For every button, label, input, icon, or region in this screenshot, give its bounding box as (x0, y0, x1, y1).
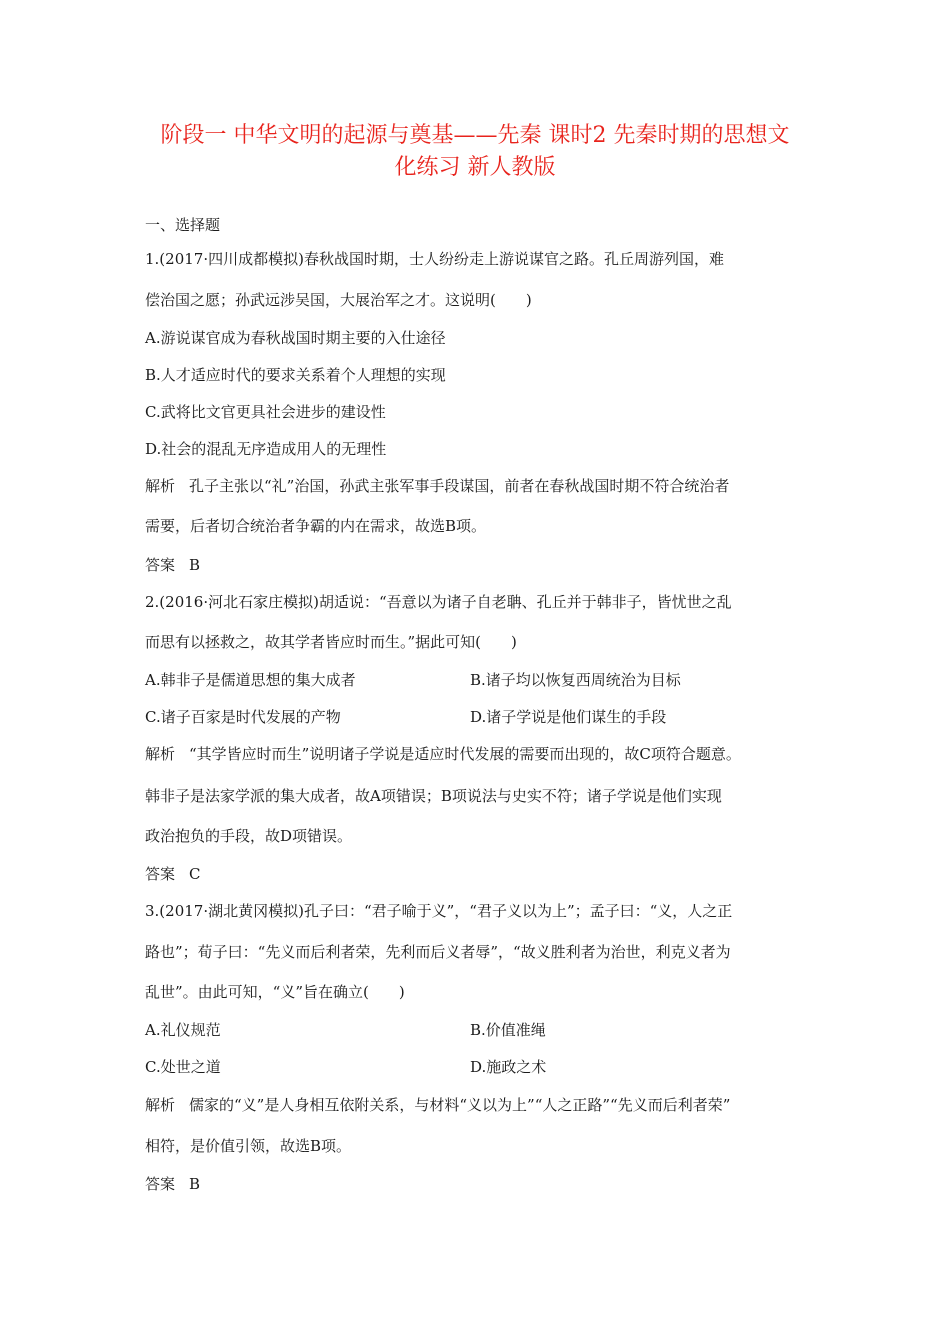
title-line-2: 化练习 新人教版 (394, 155, 556, 180)
question-2-option-d: D.诸子学说是他们谋生的手段 (470, 708, 667, 726)
question-3-option-b: B.价值准绳 (470, 1021, 546, 1039)
document-title (100, 120, 850, 184)
question-1-stem-line-2: 偿治国之愿；孙武远涉吴国，大展治军之才。这说明( ) (145, 291, 532, 309)
analysis-text: 孔子主张以“礼”治国，孙武主张军事手段谋国，前者在春秋战国时期不符合统治者 (189, 477, 730, 495)
answer-value: B (189, 1175, 201, 1193)
question-3-stem-line-2: 路也”；荀子曰：“先义而后利者荣，先利而后义者辱”，“故义胜利者为治世，利克义者为 (145, 943, 731, 961)
question-2-option-b: B.诸子均以恢复西周统治为目标 (470, 671, 681, 689)
question-1-analysis-line-2: 需要，后者切合统治者争霸的内在需求，故选B项。 (145, 517, 487, 535)
question-2-option-a: A.韩非子是儒道思想的集大成者 (145, 671, 356, 689)
question-3-analysis-line-2: 相符，是价值引领，故选B项。 (145, 1137, 352, 1155)
question-1-option-d: D.社会的混乱无序造成用人的无理性 (145, 440, 387, 458)
question-1-analysis-line-1 (145, 475, 729, 497)
analysis-label: 解析 (145, 477, 176, 495)
question-1-stem-line-1: 1.(2017·四川成都模拟)春秋战国时期，士人纷纷走上游说谋官之路。孔丘周游列国，难 (145, 250, 724, 268)
analysis-text: “其学皆应时而生”说明诸子学说是适应时代发展的需要而出现的，故C项符合题意。 (189, 745, 741, 763)
answer-value: B (189, 556, 201, 574)
question-3-answer (145, 1173, 200, 1195)
question-2-analysis-line-3: 政治抱负的手段，故D项错误。 (145, 827, 353, 845)
answer-label: 答案 (145, 556, 176, 574)
question-2-analysis-line-1 (145, 743, 741, 765)
question-3-option-c: C.处世之道 (145, 1058, 221, 1076)
answer-label: 答案 (145, 865, 176, 883)
analysis-label: 解析 (145, 1096, 176, 1114)
question-2-option-c: C.诸子百家是时代发展的产物 (145, 708, 341, 726)
question-3-stem-line-1: 3.(2017·湖北黄冈模拟)孔子曰：“君子喻于义”，“君子义以为上”；孟子曰：“义，人之正 (145, 902, 733, 920)
question-3-stem-line-3: 乱世”。由此可知，“义”旨在确立( ) (145, 983, 405, 1001)
question-1-answer (145, 554, 200, 576)
question-2-answer (145, 863, 201, 885)
answer-value: C (189, 865, 201, 883)
question-1-option-c: C.武将比文官更具社会进步的建设性 (145, 403, 386, 421)
question-2-stem-line-1: 2.(2016·河北石家庄模拟)胡适说：“吾意以为诸子自老聃、孔丘并于韩非子，皆忧世之乱 (145, 593, 732, 611)
analysis-text: 儒家的“义”是人身相互依附关系，与材料“义以为上”“人之正路”“先义而后利者荣” (189, 1096, 731, 1114)
question-3-analysis-line-1 (145, 1094, 730, 1116)
question-2-stem-line-2: 而思有以拯救之，故其学者皆应时而生。”据此可知( ) (145, 633, 517, 651)
question-3-option-d: D.施政之术 (470, 1058, 547, 1076)
question-2-analysis-line-2: 韩非子是法家学派的集大成者，故A项错误；B项说法与史实不符；诸子学说是他们实现 (145, 787, 722, 805)
section-heading: 一、选择题 (145, 216, 221, 234)
answer-label: 答案 (145, 1175, 176, 1193)
analysis-label: 解析 (145, 745, 176, 763)
question-1-option-a: A.游说谋官成为春秋战国时期主要的入仕途径 (145, 329, 446, 347)
question-3-option-a: A.礼仪规范 (145, 1021, 221, 1039)
title-line-1: 阶段一 中华文明的起源与奠基——先秦 课时2 先秦时期的思想文 (160, 123, 790, 148)
question-1-option-b: B.人才适应时代的要求关系着个人理想的实现 (145, 366, 446, 384)
